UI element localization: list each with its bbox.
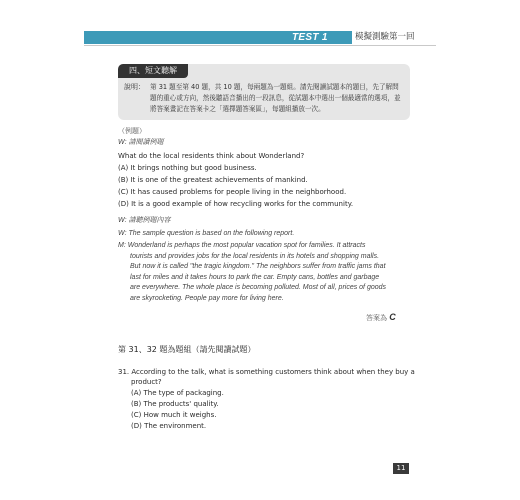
transcript-m-line: tourists and provides jobs for the local residents in its hotels and shopping malls. (130, 252, 380, 260)
page-number: 11 (393, 463, 409, 474)
example-label: （例題） (118, 127, 146, 135)
speaker-instruction-listen: W: 請聽例題內容 (118, 217, 171, 224)
answer-label: 答案為 (366, 314, 387, 322)
example-option-c: (C) It has caused problems for people living in the neighborhood. (118, 188, 347, 196)
question-31-text: 31. According to the talk, what is something customers think about when they buy a (118, 368, 415, 376)
transcript-m-line: M: Wonderland is perhaps the most popular vacation spot for families. It attracts (118, 242, 366, 249)
answer-value: C (389, 312, 396, 322)
section-tag: 四、短文聽解 (118, 64, 188, 78)
question-31-text-cont: product? (131, 378, 162, 386)
example-answer (366, 312, 396, 323)
transcript-m-line: last for miles and it takes hours to park the car. Empty cans, bottles and garbage (130, 273, 380, 281)
page-title: 模擬測驗第一回 (355, 32, 415, 42)
test-label: TEST 1 (292, 32, 328, 43)
transcript-m-line: are everywhere. The whole place is becoming polluted. Most of all, prices of goods (130, 284, 387, 292)
question-31-option-c: (C) How much it weighs. (131, 411, 217, 419)
transcript-m-line: But now it is called "the tragic kingdom." The neighbors suffer from traffic jams that (130, 263, 386, 271)
question-31-option-d: (D) The environment. (131, 422, 207, 430)
transcript-w-line: W: The sample question is based on the following report. (118, 230, 295, 237)
instructions-text: 第 31 題至第 40 題，共 10 題，每兩題為一題組。請先閱讀試題本的題目，先了解問題的重心或方向，然後聽語音播出的一段訊息，從試題本中選出一個最適當的選項，並將答案畫記在答案卡之「選擇題答案區」，每題組播放一次。 (150, 83, 401, 113)
question-31-option-b: (B) The products' quality. (131, 400, 219, 408)
question-31-option-a: (A) The type of packaging. (131, 389, 224, 397)
transcript-m-line: are skyrocketing. People pay more for living here. (130, 295, 284, 302)
speaker-instruction-read: W: 請閱讀例題 (118, 139, 164, 146)
example-question: What do the local residents think about Wonderland? (118, 152, 305, 160)
header-divider (84, 45, 436, 46)
example-option-a: (A) It brings nothing but good business. (118, 164, 257, 172)
instructions-label: 說明： (124, 83, 145, 91)
example-option-d: (D) It is a good example of how recycling works for the community. (118, 200, 354, 208)
example-option-b: (B) It is one of the greatest achievements of mankind. (118, 176, 308, 184)
question-group-title: 第 31、32 題為題組（請先閱讀試題） (118, 345, 256, 354)
